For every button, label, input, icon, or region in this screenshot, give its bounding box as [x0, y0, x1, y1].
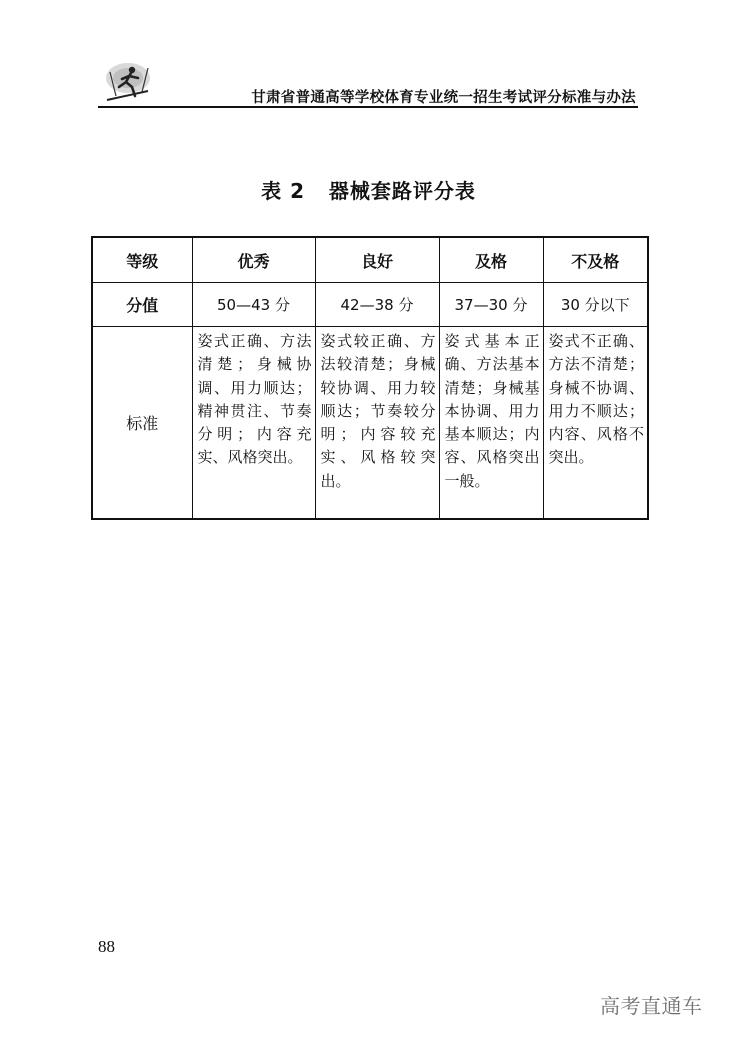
- skier-icon: [102, 60, 158, 104]
- grade-header-cell: 等级: [92, 237, 192, 283]
- score-header-cell: 分值: [92, 283, 192, 327]
- score-fail-cell: 30 分以下: [543, 283, 648, 327]
- score-table: [91, 236, 649, 520]
- criteria-fail-cell: 姿式不正确、方法不清楚；身械不协调、用力不顺达；内容、风格不突出。: [543, 327, 648, 520]
- grade-excellent-cell: 优秀: [192, 237, 315, 283]
- criteria-good-cell: 姿式较正确、方法较清楚；身械较协调、用力较顺达；节奏较分明；内容较充实、风格较突出。: [315, 327, 439, 520]
- grade-good-cell: 良好: [315, 237, 439, 283]
- score-good-cell: 42—38 分: [315, 283, 439, 327]
- header-rule: [98, 106, 638, 108]
- criteria-excellent-cell: 姿式正确、方法清楚；身械协调、用力顺达；精神贯注、节奏分明；内容充实、风格突出。: [192, 327, 315, 520]
- header-title: 甘肃省普通高等学校体育专业统一招生考试评分标准与办法: [251, 90, 636, 106]
- watermark: 高考直通车: [600, 994, 703, 1018]
- grade-pass-cell: 及格: [439, 237, 543, 283]
- score-row: [92, 283, 648, 327]
- criteria-header-cell: 标准: [92, 327, 192, 520]
- table-title: 表 2 器械套路评分表: [261, 179, 476, 203]
- grade-fail-cell: 不及格: [543, 237, 648, 283]
- page-number: 88: [98, 937, 115, 956]
- criteria-row: [92, 327, 648, 520]
- score-pass-cell: 37—30 分: [439, 283, 543, 327]
- score-excellent-cell: 50—43 分: [192, 283, 315, 327]
- page-header: [98, 60, 638, 108]
- grade-row: [92, 237, 648, 283]
- criteria-pass-cell: 姿式基本正确、方法基本清楚；身械基本协调、用力基本顺达；内容、风格突出一般。: [439, 327, 543, 520]
